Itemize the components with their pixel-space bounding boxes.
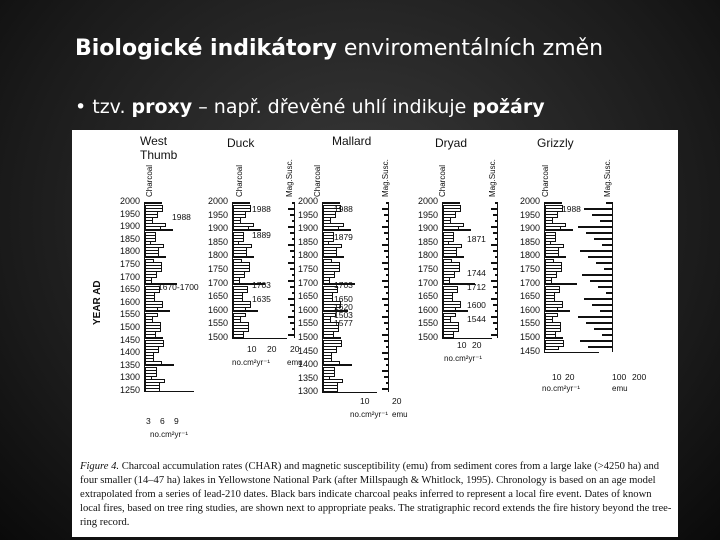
charcoal-bar-mallard bbox=[323, 256, 344, 258]
year-tick-duck: 1750 bbox=[207, 264, 228, 274]
year-tick-mallard: 1900 bbox=[297, 223, 318, 234]
charcoal-bar-grizzly bbox=[545, 346, 559, 350]
mag-bar-dryad bbox=[495, 274, 497, 276]
year-tick-duck: 1700 bbox=[207, 277, 228, 288]
year-tick-mallard: 1950 bbox=[297, 209, 318, 220]
mag-bar-grizzly bbox=[600, 310, 612, 312]
year-tick-mallard: 1750 bbox=[297, 264, 318, 274]
xtick-duck: 10 bbox=[247, 344, 257, 354]
charcoal-bar-duck bbox=[233, 202, 250, 204]
mag-bar-mallard bbox=[384, 232, 388, 234]
bullet-prefix: • tzv. bbox=[75, 96, 132, 118]
unit-charcoal-wt: no.cm²yr⁻¹ bbox=[150, 430, 188, 439]
year-tick-west_thumb: 1750 bbox=[119, 259, 140, 269]
year-tick-west_thumb: 1900 bbox=[119, 221, 140, 232]
charcoal-bar-grizzly bbox=[545, 310, 570, 312]
year-tick-west_thumb: 1800 bbox=[119, 246, 140, 257]
year-tick-mallard: 1450 bbox=[297, 345, 318, 356]
emu-tick-grizzly: 200 bbox=[632, 372, 647, 382]
charcoal-bar-mallard bbox=[323, 388, 338, 392]
fire-year-west_thumb: 1988 bbox=[172, 212, 191, 222]
mag-bar-grizzly bbox=[578, 226, 612, 228]
charcoal-bar-west_thumb bbox=[145, 388, 160, 392]
year-tick-mallard: 1600 bbox=[297, 304, 318, 315]
mag-bar-grizzly bbox=[606, 292, 612, 294]
mag-bar-mallard bbox=[386, 310, 388, 312]
mag-bar-grizzly bbox=[600, 220, 612, 222]
xtick-duck: 20 bbox=[267, 344, 277, 354]
charcoal-bar-mallard bbox=[323, 229, 351, 231]
emu-tick-grizzly: 100 bbox=[612, 372, 627, 382]
year-tick-dryad: 1800 bbox=[417, 250, 438, 261]
mag-bar-mallard bbox=[382, 298, 388, 300]
mag-bar-mallard bbox=[382, 244, 388, 246]
fire-year-mallard: 1879 bbox=[334, 232, 353, 242]
charcoal-bar-west_thumb bbox=[145, 310, 170, 312]
charcoal-bar-dryad bbox=[443, 202, 460, 204]
mag-bar-dryad bbox=[491, 262, 497, 264]
year-tick-grizzly: 1850 bbox=[519, 236, 540, 247]
year-tick-grizzly: 1600 bbox=[519, 304, 540, 315]
year-tick-grizzly: 1700 bbox=[519, 277, 540, 288]
mag-bar-grizzly bbox=[602, 334, 612, 336]
year-tick-duck: 1600 bbox=[207, 304, 228, 315]
charcoal-bar-duck bbox=[233, 256, 254, 258]
charcoal-bar-west_thumb bbox=[145, 229, 173, 231]
year-tick-west_thumb: 1700 bbox=[119, 271, 140, 282]
xtick-dryad: 20 bbox=[472, 340, 482, 350]
unit-emu-mallard: emu bbox=[392, 410, 408, 419]
xtick-dryad: 10 bbox=[457, 340, 467, 350]
fire-year-dryad: 1600 bbox=[467, 300, 486, 310]
charcoal-bar-grizzly bbox=[545, 337, 563, 339]
charcoal-bar-grizzly bbox=[545, 202, 562, 204]
col-mag-mallard: Mag.Susc. bbox=[381, 159, 390, 197]
mag-bar-dryad bbox=[495, 292, 497, 294]
slide-title-rest: enviromentálních změn bbox=[336, 36, 604, 61]
mag-bar-grizzly bbox=[578, 316, 612, 318]
mag-bar-dryad bbox=[491, 316, 497, 318]
mag-bar-mallard bbox=[386, 382, 388, 384]
year-tick-dryad: 1850 bbox=[417, 236, 438, 247]
mag-bar-grizzly bbox=[584, 298, 612, 300]
mag-bar-mallard bbox=[386, 364, 388, 366]
year-tick-west_thumb: 1650 bbox=[119, 284, 140, 295]
unit-emu-grizzly: emu bbox=[612, 384, 628, 393]
mag-bar-grizzly bbox=[598, 286, 612, 288]
xaxis-dryad bbox=[442, 338, 492, 339]
charcoal-bar-west_thumb bbox=[145, 256, 166, 258]
year-tick-duck: 2000 bbox=[207, 196, 228, 206]
fire-year-duck: 1988 bbox=[252, 204, 271, 214]
mag-bar-dryad bbox=[493, 250, 497, 252]
mag-bar-grizzly bbox=[588, 256, 612, 258]
year-tick-west_thumb: 1600 bbox=[119, 296, 140, 307]
mag-bar-mallard bbox=[382, 262, 388, 264]
fire-year-mallard: 1988 bbox=[334, 204, 353, 214]
charcoal-bar-duck bbox=[233, 334, 244, 338]
mag-bar-grizzly bbox=[582, 274, 612, 276]
mag-bar-mallard bbox=[382, 352, 388, 354]
mag-bar-grizzly bbox=[588, 346, 612, 348]
mag-bar-mallard bbox=[384, 322, 388, 324]
year-tick-mallard: 1700 bbox=[297, 277, 318, 288]
mag-bar-dryad bbox=[491, 226, 497, 228]
bullet-bold-proxy: proxy bbox=[131, 96, 193, 118]
year-tick-west_thumb: 1250 bbox=[119, 385, 140, 395]
site-west-thumb: West Thumb bbox=[140, 134, 178, 162]
year-tick-mallard: 2000 bbox=[297, 196, 318, 206]
mag-axis-mallard bbox=[388, 202, 389, 392]
mag-bar-dryad bbox=[495, 202, 497, 204]
mag-bar-mallard bbox=[384, 304, 388, 306]
emu-tick-mallard: 20 bbox=[392, 396, 402, 406]
site-grizzly: Grizzly bbox=[537, 136, 574, 150]
mag-bar-mallard bbox=[382, 334, 388, 336]
year-tick-mallard: 1400 bbox=[297, 359, 318, 370]
charcoal-bar-grizzly bbox=[545, 229, 573, 231]
site-duck: Duck bbox=[227, 136, 255, 150]
mag-axis-dryad bbox=[497, 202, 498, 338]
mag-bar-grizzly bbox=[592, 214, 612, 216]
year-tick-duck: 1900 bbox=[207, 223, 228, 234]
mag-bar-grizzly bbox=[604, 268, 612, 270]
mag-bar-mallard bbox=[384, 286, 388, 288]
mag-bar-mallard bbox=[384, 358, 388, 360]
xtick-west_thumb: 6 bbox=[160, 416, 165, 426]
fire-year-duck: 1635 bbox=[252, 294, 271, 304]
charcoal-bar-dryad bbox=[443, 310, 468, 312]
charcoal-bar-dryad bbox=[443, 229, 471, 231]
mag-bar-dryad bbox=[495, 256, 497, 258]
mag-bar-mallard bbox=[386, 274, 388, 276]
year-tick-west_thumb: 1350 bbox=[119, 359, 140, 370]
xaxis-mallard bbox=[322, 392, 377, 393]
col-mag-duck: Mag.Susc. bbox=[285, 159, 294, 197]
year-tick-dryad: 2000 bbox=[417, 196, 438, 206]
year-tick-dryad: 1750 bbox=[417, 264, 438, 274]
mag-bar-dryad bbox=[493, 214, 497, 216]
year-tick-dryad: 1900 bbox=[417, 223, 438, 234]
bullet-middle: – např. dřevěné uhlí indikuje bbox=[192, 96, 473, 118]
fire-year-dryad: 1871 bbox=[467, 234, 486, 244]
mag-bar-grizzly bbox=[596, 262, 612, 264]
mag-bar-mallard bbox=[386, 346, 388, 348]
slide-title-bold: Biologické indikátory bbox=[75, 36, 337, 61]
year-tick-duck: 1800 bbox=[207, 250, 228, 261]
year-tick-duck: 1550 bbox=[207, 318, 228, 329]
charcoal-bar-mallard bbox=[323, 337, 341, 339]
charcoal-bar-duck bbox=[233, 310, 258, 312]
fire-year-mallard: 1703 bbox=[334, 280, 353, 290]
year-tick-grizzly: 2000 bbox=[519, 196, 540, 206]
mag-bar-dryad bbox=[491, 334, 497, 336]
mag-bar-dryad bbox=[491, 280, 497, 282]
fire-year-west_thumb: 1670-1700 bbox=[158, 282, 199, 292]
mag-bar-grizzly bbox=[606, 202, 612, 204]
mag-bar-grizzly bbox=[586, 232, 612, 234]
year-tick-duck: 1500 bbox=[207, 332, 228, 342]
mag-bar-dryad bbox=[495, 328, 497, 330]
year-tick-grizzly: 1750 bbox=[519, 264, 540, 274]
year-tick-duck: 1650 bbox=[207, 291, 228, 302]
year-tick-dryad: 1950 bbox=[417, 209, 438, 220]
mag-bar-dryad bbox=[493, 322, 497, 324]
mag-bar-dryad bbox=[493, 304, 497, 306]
unit-charcoal-dryad: no.cm²yr⁻¹ bbox=[444, 354, 482, 363]
year-tick-mallard: 1350 bbox=[297, 372, 318, 383]
mag-bar-mallard bbox=[384, 340, 388, 342]
year-tick-west_thumb: 1950 bbox=[119, 208, 140, 219]
year-tick-dryad: 1500 bbox=[417, 332, 438, 342]
fire-year-duck: 1703 bbox=[252, 280, 271, 290]
col-charcoal-wt: Charcoal bbox=[145, 164, 154, 197]
charcoal-bar-grizzly bbox=[545, 256, 566, 258]
col-charcoal-dryad: Charcoal bbox=[438, 164, 447, 197]
mag-bar-mallard bbox=[384, 268, 388, 270]
figure-image bbox=[72, 130, 678, 537]
mag-bar-dryad bbox=[495, 238, 497, 240]
year-tick-duck: 1950 bbox=[207, 209, 228, 220]
caption-label: Figure 4. bbox=[80, 461, 120, 472]
mag-bar-mallard bbox=[382, 388, 388, 390]
charcoal-bar-west_thumb bbox=[145, 202, 162, 204]
fire-year-mallard: 1620 bbox=[334, 302, 353, 312]
site-mallard: Mallard bbox=[332, 134, 372, 148]
year-tick-west_thumb: 1550 bbox=[119, 309, 140, 320]
year-tick-mallard: 1850 bbox=[297, 236, 318, 247]
mag-bar-dryad bbox=[493, 268, 497, 270]
mag-bar-mallard bbox=[386, 220, 388, 222]
unit-emu-duck: emu bbox=[287, 358, 303, 367]
mag-bar-grizzly bbox=[580, 340, 612, 342]
yaxis-title: YEAR AD bbox=[92, 280, 103, 325]
year-tick-grizzly: 1950 bbox=[519, 209, 540, 220]
emu-tick-duck: 20 bbox=[290, 344, 300, 354]
mag-bar-mallard bbox=[386, 292, 388, 294]
caption-text: Charcoal accumulation rates (CHAR) and magnetic susceptibility (emu) from sediment cores from a large lake (>4250 ha) and four smaller (14–47 ha) lakes in Yellowstone National Park (after Millspaugh & Whitlock, 1995). Chronology is based on an age model extrapolated from a series of lead-210 dates. Black bars indicate charcoal peaks inferred to represent a local fire event. Dates of known local fires, based on tree ring studies, are shown next to appropriate peaks. The stratigraphic record extends the fire history beyond the tree-ring record. bbox=[80, 461, 672, 528]
mag-bar-mallard bbox=[384, 250, 388, 252]
year-tick-west_thumb: 1850 bbox=[119, 233, 140, 244]
mag-bar-mallard bbox=[382, 370, 388, 372]
mag-bar-mallard bbox=[386, 328, 388, 330]
mag-bar-grizzly bbox=[586, 322, 612, 324]
mag-axis-grizzly bbox=[612, 202, 613, 352]
xaxis-grizzly bbox=[544, 352, 599, 353]
mag-bar-dryad bbox=[495, 310, 497, 312]
charcoal-bar-dryad bbox=[443, 334, 454, 338]
mag-bar-mallard bbox=[386, 202, 388, 204]
mag-bar-dryad bbox=[491, 244, 497, 246]
mag-bar-grizzly bbox=[584, 208, 612, 210]
mag-bar-dryad bbox=[493, 286, 497, 288]
xtick-grizzly: 10 bbox=[552, 372, 562, 382]
unit-charcoal-grizzly: no.cm²yr⁻¹ bbox=[542, 384, 580, 393]
mag-bar-mallard bbox=[386, 256, 388, 258]
xtick-west_thumb: 3 bbox=[146, 416, 151, 426]
charcoal-bar-dryad bbox=[443, 256, 464, 258]
year-tick-mallard: 1300 bbox=[297, 386, 318, 397]
year-tick-mallard: 1500 bbox=[297, 332, 318, 342]
mag-bar-dryad bbox=[493, 232, 497, 234]
fire-year-grizzly: 1988 bbox=[562, 204, 581, 214]
unit-charcoal-duck: no.cm²yr⁻¹ bbox=[232, 358, 270, 367]
slide-title bbox=[75, 36, 603, 61]
year-tick-grizzly: 1650 bbox=[519, 291, 540, 302]
year-tick-dryad: 1650 bbox=[417, 291, 438, 302]
bullet-bold-fires: požáry bbox=[472, 96, 545, 118]
mag-bar-dryad bbox=[491, 208, 497, 210]
year-tick-mallard: 1650 bbox=[297, 291, 318, 302]
mag-bar-grizzly bbox=[592, 304, 612, 306]
charcoal-bar-mallard bbox=[323, 364, 352, 366]
charcoal-bar-grizzly bbox=[545, 283, 577, 285]
year-tick-mallard: 1800 bbox=[297, 250, 318, 261]
year-tick-grizzly: 1900 bbox=[519, 223, 540, 234]
year-tick-grizzly: 1800 bbox=[519, 250, 540, 261]
col-mag-grizzly: Mag.Susc. bbox=[603, 159, 612, 197]
mag-bar-mallard bbox=[384, 376, 388, 378]
fire-year-mallard: 1503 bbox=[334, 310, 353, 320]
mag-bar-grizzly bbox=[594, 328, 612, 330]
site-dryad: Dryad bbox=[435, 136, 468, 150]
bullet-point bbox=[75, 96, 545, 118]
mag-bar-dryad bbox=[495, 220, 497, 222]
year-tick-west_thumb: 1400 bbox=[119, 347, 140, 358]
mag-bar-grizzly bbox=[594, 238, 612, 240]
mag-bar-mallard bbox=[382, 280, 388, 282]
year-tick-mallard: 1550 bbox=[297, 318, 318, 329]
mag-bar-grizzly bbox=[590, 280, 612, 282]
year-tick-grizzly: 1500 bbox=[519, 332, 540, 342]
year-tick-west_thumb: 1300 bbox=[119, 372, 140, 383]
mag-bar-duck bbox=[292, 220, 294, 222]
mag-bar-mallard bbox=[386, 238, 388, 240]
charcoal-bar-west_thumb bbox=[145, 364, 174, 366]
col-mag-dryad: Mag.Susc. bbox=[488, 159, 497, 197]
mag-bar-mallard bbox=[382, 208, 388, 210]
fire-year-dryad: 1544 bbox=[467, 314, 486, 324]
fire-year-dryad: 1744 bbox=[467, 268, 486, 278]
year-tick-dryad: 1700 bbox=[417, 277, 438, 288]
col-charcoal-duck: Charcoal bbox=[235, 164, 244, 197]
xtick-west_thumb: 9 bbox=[174, 416, 179, 426]
year-tick-dryad: 1600 bbox=[417, 304, 438, 315]
xaxis-duck bbox=[232, 338, 287, 339]
mag-bar-dryad bbox=[491, 298, 497, 300]
xtick-grizzly: 20 bbox=[565, 372, 575, 382]
figure-caption bbox=[80, 460, 674, 530]
fire-year-mallard: 1650 bbox=[334, 294, 353, 304]
year-tick-west_thumb: 1500 bbox=[119, 322, 140, 332]
mag-bar-grizzly bbox=[580, 250, 612, 252]
mag-bar-mallard bbox=[382, 226, 388, 228]
fire-year-dryad: 1712 bbox=[467, 282, 486, 292]
mag-bar-duck bbox=[292, 274, 294, 276]
col-charcoal-grizzly: Charcoal bbox=[541, 164, 550, 197]
mag-bar-grizzly bbox=[602, 244, 612, 246]
col-charcoal-mallard: Charcoal bbox=[313, 164, 322, 197]
year-tick-duck: 1850 bbox=[207, 236, 228, 247]
year-tick-grizzly: 1450 bbox=[519, 345, 540, 356]
charcoal-bar-west_thumb bbox=[145, 337, 163, 339]
mag-bar-mallard bbox=[384, 214, 388, 216]
year-tick-west_thumb: 1450 bbox=[119, 334, 140, 345]
fire-year-duck: 1889 bbox=[252, 230, 271, 240]
unit-charcoal-mallard: no.cm²yr⁻¹ bbox=[350, 410, 388, 419]
xtick-mallard: 10 bbox=[360, 396, 370, 406]
fire-year-mallard: 1577 bbox=[334, 318, 353, 328]
year-tick-grizzly: 1550 bbox=[519, 318, 540, 329]
year-tick-west_thumb: 2000 bbox=[119, 196, 140, 206]
year-tick-dryad: 1550 bbox=[417, 318, 438, 329]
mag-bar-mallard bbox=[382, 316, 388, 318]
